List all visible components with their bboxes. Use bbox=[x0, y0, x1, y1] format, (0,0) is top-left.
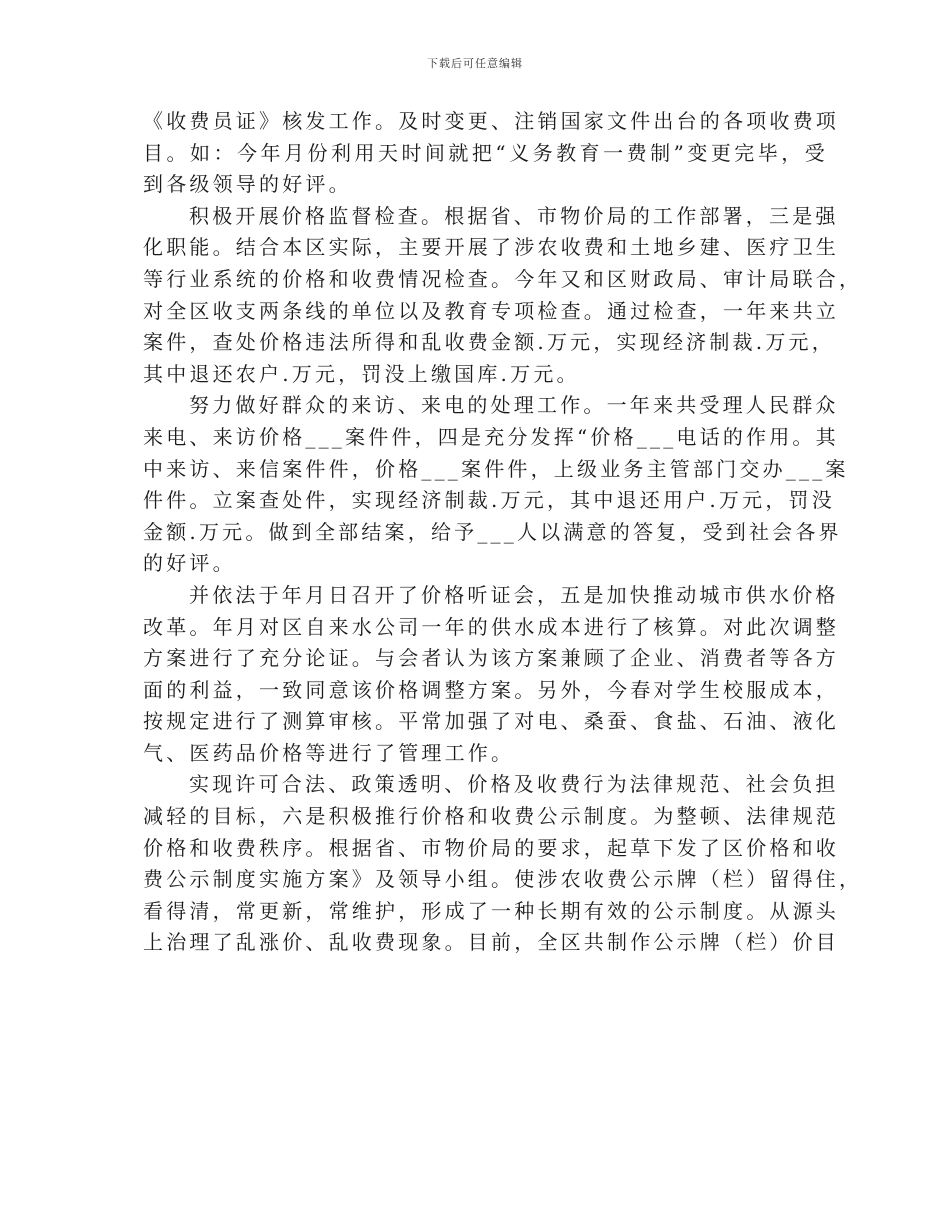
text-line: 面的利益，一致同意该价格调整方案。另外，今春对学生校服成本， bbox=[143, 677, 839, 702]
text-line: 件件。立案查处件，实现经济制裁.万元，其中退还用户.万元，罚没 bbox=[143, 488, 835, 513]
text-line: 对全区收支两条线的单位以及教育专项检查。通过检查，一年来共立 bbox=[143, 298, 839, 323]
text-line: 实现许可合法、政策透明、价格及收费行为法律规范、社会负担 bbox=[189, 772, 839, 797]
text-line: 其中退还农户.万元，罚没上缴国库.万元。 bbox=[143, 361, 580, 386]
text-line: 上治理了乱涨价、乱收费现象。目前，全区共制作公示牌（栏）价目 bbox=[143, 930, 839, 955]
text-line: 价格和收费秩序。根据省、市物价局的要求，起草下发了区价格和收 bbox=[143, 835, 839, 860]
text-line: 方案进行了充分论证。与会者认为该方案兼顾了企业、消费者等各方 bbox=[143, 646, 839, 671]
text-line: 金额.万元。做到全部结案，给予___人以满意的答复，受到社会各界 bbox=[143, 519, 842, 544]
text-line: 等行业系统的价格和收费情况检查。今年又和区财政局、审计局联合， bbox=[143, 266, 863, 291]
paragraph-5 bbox=[143, 769, 863, 959]
text-line: 气、医药品价格等进行了管理工作。 bbox=[143, 740, 515, 765]
text-line: 目。如：今年月份利用天时间就把“义务教育一费制”变更完毕，受 bbox=[143, 140, 828, 165]
paragraph-4 bbox=[143, 580, 839, 770]
text-line: 看得清，常更新，常维护，形成了一种长期有效的公示制度。从源头 bbox=[143, 898, 839, 923]
paragraph-1 bbox=[143, 106, 839, 201]
text-line: 按规定进行了测算审核。平常加强了对电、桑蚕、食盐、石油、液化 bbox=[143, 709, 839, 734]
text-line: 努力做好群众的来访、来电的处理工作。一年来共受理人民群众 bbox=[189, 393, 839, 418]
text-line: 的好评。 bbox=[143, 551, 236, 576]
text-line: 积极开展价格监督检查。根据省、市物价局的工作部署，三是强 bbox=[189, 203, 839, 228]
text-line: 中来访、来信案件件，价格___案件件，上级业务主管部门交办___案 bbox=[143, 456, 849, 481]
text-line: 《收费员证》核发工作。及时变更、注销国家文件出台的各项收费项 bbox=[143, 109, 839, 133]
paragraph-2 bbox=[143, 201, 863, 391]
text-line: 化职能。结合本区实际，主要开展了涉农收费和土地乡建、医疗卫生 bbox=[143, 235, 839, 260]
text-line: 减轻的目标，六是积极推行价格和收费公示制度。为整顿、法律规范 bbox=[143, 804, 839, 829]
text-line: 改革。年月对区自来水公司一年的供水成本进行了核算。对此次调整 bbox=[143, 614, 839, 639]
text-line: 案件，查处价格违法所得和乱收费金额.万元，实现经济制裁.万元， bbox=[143, 330, 835, 355]
text-line: 费公示制度实施方案》及领导小组。使涉农收费公示牌（栏）留得住， bbox=[143, 867, 863, 892]
document-body bbox=[143, 106, 863, 959]
header-note: 下载后可任意编辑 bbox=[427, 57, 523, 70]
text-line: 并依法于年月日召开了价格听证会，五是加快推动城市供水价格 bbox=[189, 582, 839, 607]
text-line: 到各级领导的好评。 bbox=[143, 172, 352, 197]
text-line: 来电、来访价格___案件件，四是充分发挥“价格___电话的作用。其 bbox=[143, 424, 839, 449]
paragraph-3 bbox=[143, 390, 849, 580]
